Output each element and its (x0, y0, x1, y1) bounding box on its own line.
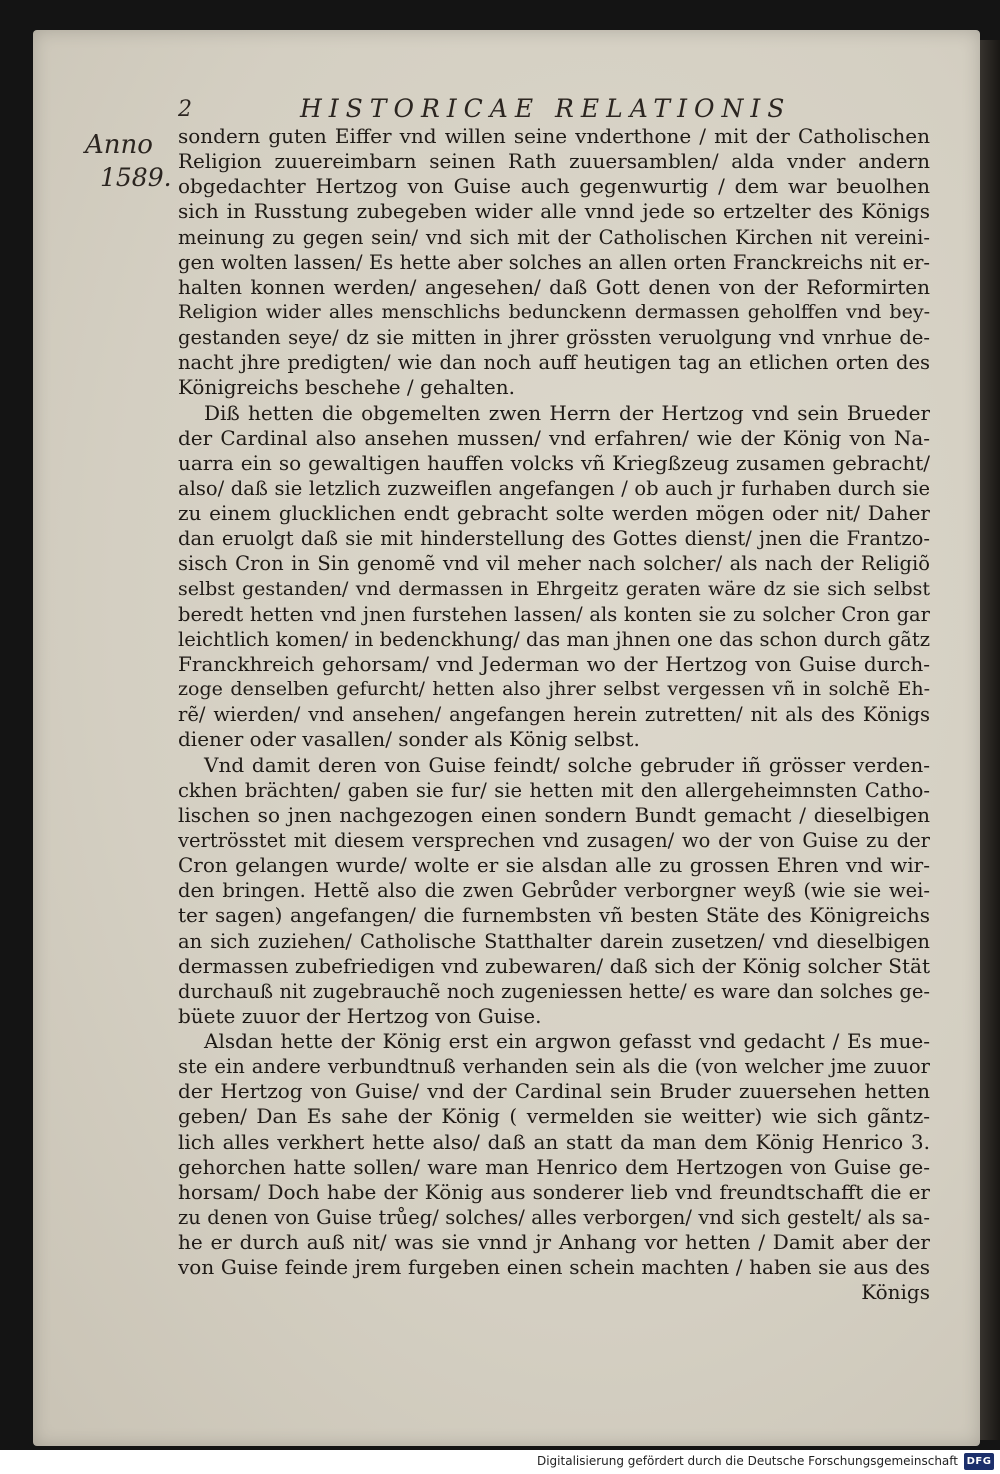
text-line: halten konnen werden/ angesehen/ daß Gott denen von der Reformirten (178, 274, 930, 299)
text-line: leichtlich komen/ in bedenckhung/ das man jhnen one das schon durch gãtz (178, 627, 930, 651)
book-edge (978, 40, 1000, 1440)
margin-note-year: 1589. (100, 163, 172, 192)
text-line: ste ein andere verbundtnuß verhanden sein als die (von welcher jme zuuor (178, 1055, 930, 1079)
margin-note-anno: Anno (85, 130, 153, 160)
text-line: dermassen zubefriedigen vnd zubewaren/ daß sich der König solcher Stät (178, 953, 930, 978)
text-line: sondern guten Eiffer vnd willen seine vnderthone / mit der Catholischen (178, 124, 930, 148)
text-line: Königreichs beschehe / gehalten. (178, 375, 515, 400)
catchword: Königs (861, 1280, 930, 1305)
paragraph-start: Alsdan hette der König erst ein argwon gefasst vnd gedacht / Es mue- (204, 1029, 930, 1054)
text-line: sisch Cron in Sin genomẽ vnd vil meher nach solcher/ als nach der Religiõ (178, 552, 930, 576)
text-line: selbst gestanden/ vnd dermassen in Ehrgeitz geraten wäre dz sie sich selbst (178, 577, 930, 600)
funding-notice: Digitalisierung gefördert durch die Deutsche Forschungsgemeinschaft (536, 1454, 958, 1468)
text-line: also/ daß sie letzlich zuzweiflen angefangen / ob auch jr furhaben durch sie (178, 476, 930, 500)
paragraph-start: Diß hetten die obgemelten zwen Herrn der Hertzog vnd sein Brueder (204, 400, 930, 425)
text-line: vertrösstet mit diesem versprechen vnd zusagen/ wo der von Guise zu der (178, 828, 930, 852)
text-line: zu einem glucklichen endt gebracht solte werden mögen oder nit/ Daher (178, 501, 930, 526)
text-line: lischen so jnen nachgezogen einen sondern Bundt gemacht / dieselbigen (178, 802, 930, 827)
text-line: gehorchen hatte sollen/ ware man Henrico dem Hertzogen von Guise ge- (178, 1154, 930, 1179)
text-line: von Guise feinde jrem furgeben einen schein machten / haben sie aus des (178, 1255, 930, 1280)
text-line: ter sagen) angefangen/ die furnembsten vñ besten Stäte des Königreichs (178, 903, 930, 928)
text-line: zoge denselben gefurcht/ hetten also jhrer selbst vergessen vñ in solchẽ Eh- (178, 678, 930, 701)
text-line: sich in Russtung zubegeben wider alle vnnd jede so ertzelter des Königs (178, 199, 930, 224)
text-line: horsam/ Doch habe der König aus sonderer lieb vnd freundtschafft die er (178, 1179, 930, 1204)
page-number: 2 (178, 97, 192, 122)
text-line: Cron gelangen wurde/ wolte er sie alsdan alle zu grossen Ehren vnd wir- (178, 853, 930, 878)
paragraph-start: Vnd damit deren von Guise feindt/ solche gebruder iñ grösser verden- (204, 752, 930, 777)
text-line: der Hertzog von Guise/ vnd der Cardinal sein Bruder zuuersehen hetten (178, 1079, 930, 1104)
running-head: HISTORICAE RELATIONIS (300, 94, 792, 123)
text-line: Religion zuuereimbarn seinen Rath zuuersamblen/ alda vnder andern (178, 149, 930, 174)
text-line: obgedachter Hertzog von Guise auch gegenwurtig / dem war beuolhen (178, 174, 930, 199)
text-line: dan eruolgt daß sie mit hinderstellung des Gottes dienst/ jnen die Frantzo- (178, 527, 930, 551)
text-line: rẽ/ wierden/ vnd ansehen/ angefangen herein zutretten/ nit als des Königs (178, 703, 930, 727)
text-line: Franckhreich gehorsam/ vnd Jederman wo der Hertzog von Guise durch- (178, 651, 930, 676)
text-line: an sich zuziehen/ Catholische Statthalter darein zusetzen/ vnd dieselbigen (178, 929, 930, 953)
dfg-logo: DFG (964, 1453, 994, 1470)
body-text (178, 124, 930, 1306)
text-line: lich alles verkhert hette also/ daß an statt da man dem König Henrico 3. (178, 1129, 930, 1154)
text-line: Religion wider alles menschlichs bedunckenn dermassen geholffen vnd bey- (178, 300, 930, 323)
text-line: zu denen von Guise trůeg/ solches/ alles verborgen/ vnd sich gestelt/ als sa- (178, 1206, 930, 1230)
text-line: he er durch auß nit/ was sie vnnd jr Anhang vor hetten / Damit aber der (178, 1230, 930, 1255)
text-line: ckhen brächten/ gaben sie fur/ sie hetten mit den allergeheimnsten Catho- (178, 778, 930, 802)
text-line: nacht jhre predigten/ wie dan noch auff heutigen tag an etlichen orten des (178, 351, 930, 375)
text-line: der Cardinal also ansehen mussen/ vnd erfahren/ wie der König von Na- (178, 425, 930, 450)
text-line: diener oder vasallen/ sonder als König selbst. (178, 727, 640, 752)
text-line: durchauß nit zugebrauchẽ noch zugeniessen hette/ es ware dan solches ge- (178, 979, 930, 1003)
text-line: meinung zu gegen sein/ vnd sich mit der Catholischen Kirchen nit vereini- (178, 225, 930, 249)
text-line: gestanden seye/ dz sie mitten in jhrer grössten veruolgung vnd vnrhue de- (178, 326, 930, 350)
footer-bar (0, 1450, 1000, 1474)
text-line: beredt hetten vnd jnen furstehen lassen/ als konten sie zu solcher Cron gar (178, 602, 930, 626)
text-line: den bringen. Hettẽ also die zwen Gebrůder verborgner weyß (wie sie wei- (178, 879, 930, 903)
text-line: gen wolten lassen/ Es hette aber solches an allen orten Franckreichs nit er- (178, 250, 930, 274)
text-line: büete zuuor der Hertzog von Guise. (178, 1003, 542, 1028)
text-line: geben/ Dan Es sahe der König ( vermelden sie weitter) wie sich gãntz- (178, 1104, 930, 1129)
text-line: uarra ein so gewaltigen hauffen volcks vñ Kriegßzeug zusamen gebracht/ (178, 450, 930, 475)
